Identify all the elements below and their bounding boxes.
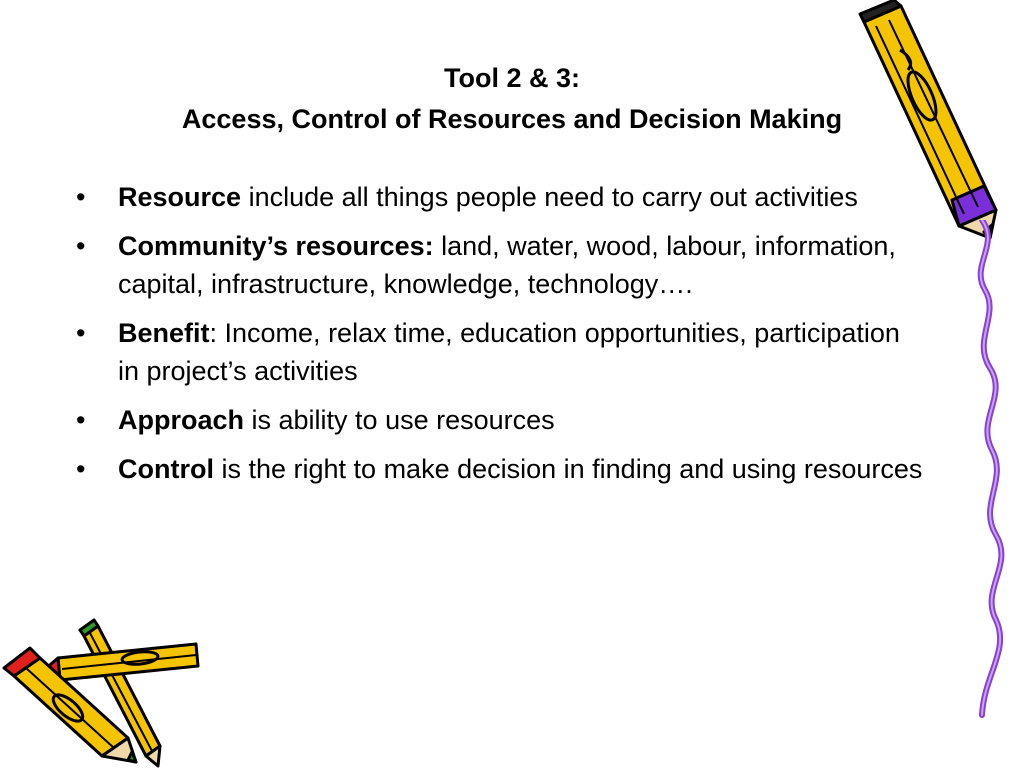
bullet-term: Approach xyxy=(118,405,245,435)
bullet-list xyxy=(72,178,928,499)
pencil-icon xyxy=(856,0,1006,245)
bullet-term: Benefit xyxy=(118,318,210,348)
bullet-text: land, water, wood, labour, information, capital, infrastructure, knowledge, technology…. xyxy=(118,231,896,299)
bullet-text: include all things people need to carry out activities xyxy=(241,182,858,212)
title-line-1: Tool 2 & 3: xyxy=(443,63,580,93)
bullet-term: Community’s resources: xyxy=(118,231,434,261)
bullet-item-approach xyxy=(72,401,928,439)
bullet-dot: • xyxy=(76,405,86,435)
bullet-text: is the right to make decision in finding and using resources xyxy=(213,454,923,484)
bullet-item-benefit xyxy=(72,314,928,390)
bullet-term: Resource xyxy=(118,182,242,212)
bullet-dot: • xyxy=(76,454,86,484)
bullet-term: Control xyxy=(118,454,214,484)
bullet-item-resource xyxy=(72,178,928,216)
bullet-text: : Income, relax time, education opportunities, participation in project’s activities xyxy=(118,318,900,386)
bullet-dot: • xyxy=(76,231,86,261)
bullet-item-control xyxy=(72,450,928,488)
bullet-text: is ability to use resources xyxy=(244,405,555,435)
squiggle-line xyxy=(960,220,1020,720)
bullet-dot: • xyxy=(76,182,86,212)
title-line-2: Access, Control of Resources and Decision Making xyxy=(181,104,843,134)
bullet-dot: • xyxy=(76,318,86,348)
slide-title xyxy=(60,58,964,140)
crossed-pencils-icon xyxy=(0,618,210,768)
bullet-item-community-resources xyxy=(72,227,928,303)
